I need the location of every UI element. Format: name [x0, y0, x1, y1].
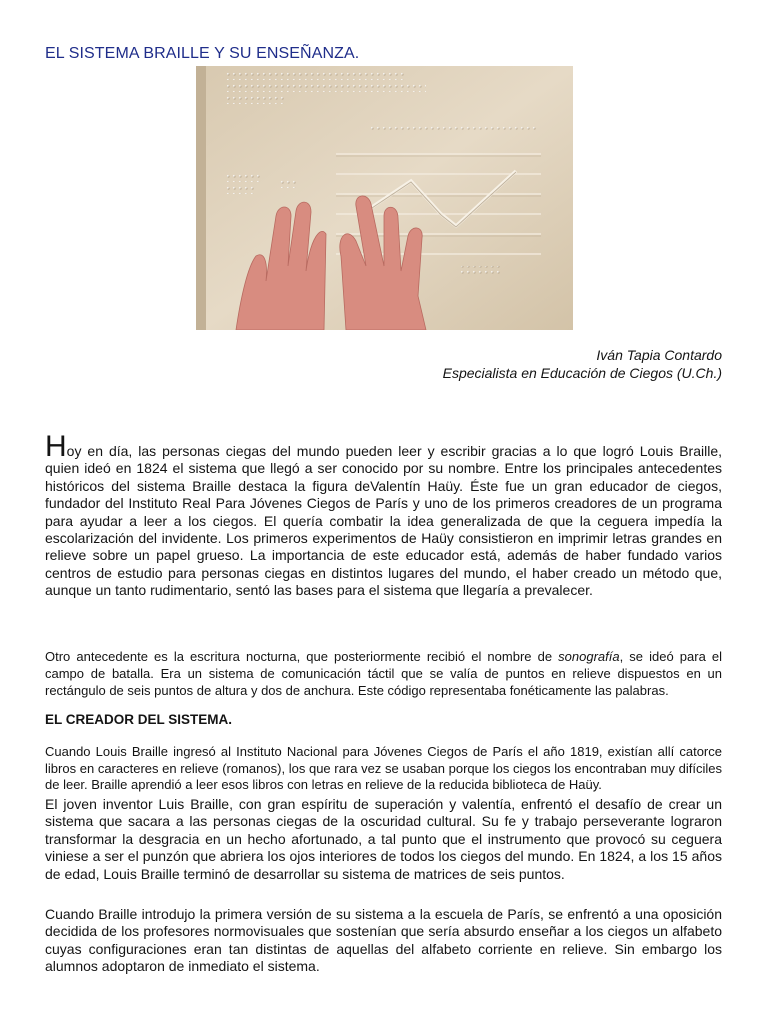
drop-cap: H: [45, 430, 67, 463]
paragraph-2-text-end: , se ideó para el campo de batalla. Era un sistema de comunicación táctil que se valía de puntos en relieve dispuestos en un rectángulo de seis puntos de altura y dos de anchura. Este código representaba fonéticamente las palabras.: [45, 649, 723, 698]
paragraph-2-emphasis: sonografía: [558, 649, 620, 664]
document-title: EL SISTEMA BRAILLE Y SU ENSEÑANZA.: [45, 45, 360, 62]
braille-photo: [196, 66, 573, 330]
paragraph-2: [45, 648, 722, 699]
author-role: Especialista en Educación de Ciegos (U.Ch.): [442, 365, 722, 381]
paragraph-1-text: oy en día, las personas ciegas del mundo pueden leer y escribir gracias a lo que logró Louis Braille, quien ideó en 1824 el sistema que llegó a ser conocido por su nombre. Entre los principales antecedentes históricos del sistema Braille destaca la figura deValentín Haüy. Éste fue un gran educador de ciegos, fundador del Instituto Real Para Jóvenes Ciegos de París y uno de los primeros creadores de un programa para ayudar a leer a los ciegos. El quería combatir la idea generalizada de que la ceguera impedía la escolarización del invidente. Los primeros experimentos de Haüy consistieron en imprimir letras grandes en relieve sobre un papel grueso. La importancia de este educador está, además de haber fundado varios centros de estudio para personas ciegas en distintos lugares del mundo, el haber creado un método que, aunque un tanto rudimentario, sentó las bases para el sistema que llegaría a prevalecer.: [45, 443, 722, 599]
paragraph-4: El joven inventor Luis Braille, con gran espíritu de superación y valentía, enfrentó el desafío de crear un sistema que sacara a las personas ciegas de la oscuridad cultural. Su fe y trabajo perseverante lograron transformar la desgracia en un hecho afortunado, a tal punto que el instrumento que provocó su ceguera viniese a ser el punzón que abriera los ojos interiores de todos los ciegos del mundo. En 1824, a los 15 años de edad, Louis Braille terminó de desarrollar su sistema de matrices de seis puntos.: [45, 796, 722, 882]
section-heading: EL CREADOR DEL SISTEMA.: [45, 712, 233, 727]
author-name: Iván Tapia Contardo: [596, 347, 722, 363]
paragraph-1: [45, 430, 722, 600]
paragraph-2-text: Otro antecedente es la escritura nocturna, que posteriormente recibió el nombre de: [45, 649, 559, 664]
paragraph-3: Cuando Louis Braille ingresó al Instituto Nacional para Jóvenes Ciegos de París el año 1819, existían allí catorce libros en caracteres en relieve (romanos), los que rara vez se usaban porque los ciegos los encontraban muy difíciles de leer. Braille aprendió a leer esos libros con letras en relieve de la reducida biblioteca de Haüy.: [45, 744, 722, 792]
author-block: [443, 346, 722, 382]
paragraph-5: Cuando Braille introdujo la primera versión de su sistema a la escuela de París, se enfrentó a una oposición decidida de los profesores normovisuales que sostenían que sería absurdo enseñar a los ciegos un alfabeto cuyas configuraciones eran tan distintas de aquellas del alfabeto corriente en relieve. Sin embargo los alumnos adoptaron de inmediato el sistema.: [45, 906, 722, 975]
